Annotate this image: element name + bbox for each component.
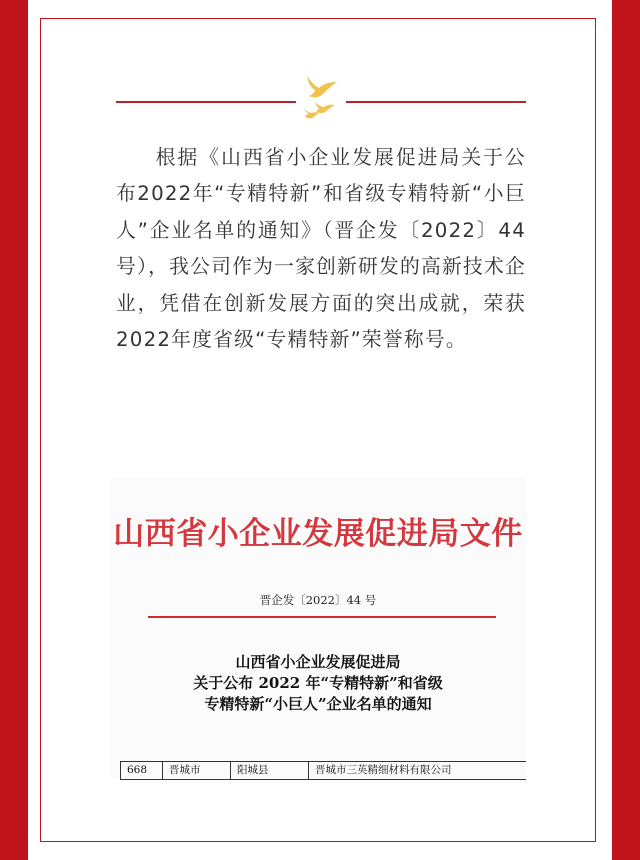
document-header: 山西省小企业发展促进局文件: [113, 516, 523, 552]
document-title-line: 山西省小企业发展促进局: [235, 653, 401, 671]
document-red-rule: [148, 616, 496, 618]
article-body: 根据《山西省小企业发展促进局关于公布2022年“专精特新”和省级专精特新“小巨人”企业名单的通知》（晋企发〔2022〕44号），我公司作为一家创新研发的高新技术企业，凭借在创新发展方面的突出成就，荣获2022年度省级“专精特新”荣誉称号。: [116, 146, 526, 352]
dove-icon: [297, 72, 343, 122]
document-number: 晋企发〔2022〕44 号: [259, 593, 377, 607]
table-cell-company: 晋城市三英精细材料有限公司: [308, 762, 518, 779]
table-row: [120, 761, 526, 780]
divider-left: [116, 101, 296, 103]
document-title: [110, 652, 526, 715]
table-cell-county: 阳城县: [230, 762, 308, 779]
table-cell-index: 668: [120, 762, 162, 779]
table-cell-city: 晋城市: [162, 762, 230, 779]
document-title-line: 专精特新“小巨人”企业名单的通知: [204, 695, 432, 713]
document-scan-image: [110, 478, 526, 778]
document-title-line: 关于公布 2022 年“专精特新”和省级: [193, 674, 443, 692]
divider-right: [346, 101, 526, 103]
